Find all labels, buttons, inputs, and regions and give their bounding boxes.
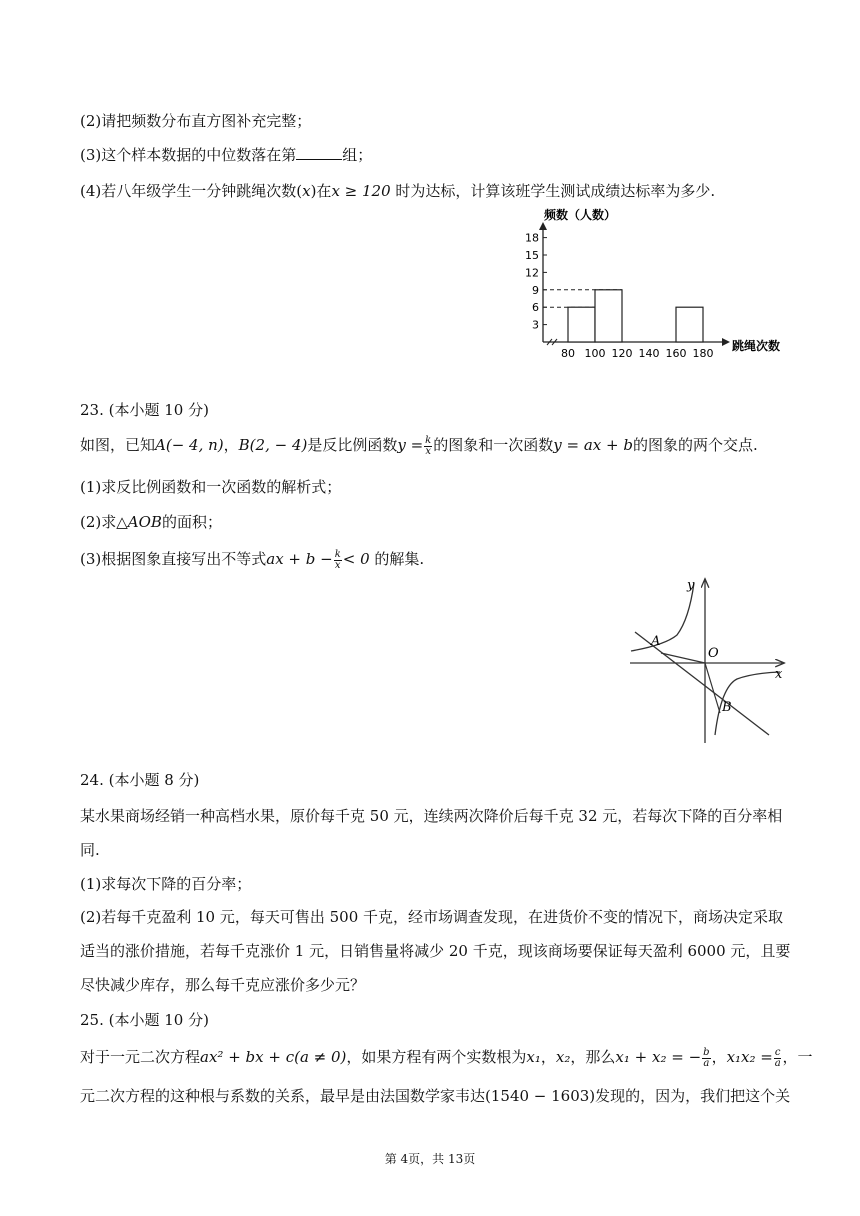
histogram-bar <box>676 307 703 342</box>
fraction-k-over-x <box>424 436 432 457</box>
x-tick-label: 140 <box>638 347 660 360</box>
sum-of-roots: x₁ + x₂ = − <box>615 1048 702 1066</box>
inequality-rhs: < 0 <box>342 550 370 568</box>
q23-part1: (1)求反比例函数和一次函数的解析式； <box>80 478 342 496</box>
x-tick-label: 80 <box>561 347 575 360</box>
q23-part3-tail: 的解集. <box>369 550 425 568</box>
separator: ， <box>540 1048 556 1066</box>
math-y-eq: y = <box>397 436 424 454</box>
product-of-roots: x₁x₂ = <box>726 1048 773 1066</box>
y-tick-label: 9 <box>532 283 539 297</box>
fraction-numerator: k <box>334 548 341 560</box>
q23-part3-text: (3)根据图象直接写出不等式 <box>80 550 267 568</box>
y-tick-label: 15 <box>525 249 539 262</box>
hyperbola-branch-upper-left <box>631 583 694 651</box>
fraction-numerator: b <box>703 1046 710 1058</box>
y-tick-label: 3 <box>532 318 539 332</box>
x-tick-label: 100 <box>584 347 606 360</box>
q23-part2-text: (2)求△ <box>80 513 128 531</box>
q23-intro-text3: 的图象和一次函数 <box>433 436 554 454</box>
q22-part4 <box>80 181 715 201</box>
label-O: O <box>708 646 719 661</box>
q23-part3 <box>80 549 424 571</box>
histogram-x-ticks <box>561 347 714 360</box>
q24-part1: (1)求每次下降的百分率； <box>80 875 252 893</box>
function-graph <box>625 575 795 745</box>
label-B: B <box>722 700 732 715</box>
fraction-denominator: x <box>334 559 341 571</box>
q23-intro-tail: 的图象的两个交点. <box>632 436 758 454</box>
point-B: B(2, − 4) <box>238 436 308 454</box>
histogram-y-ticks <box>525 232 547 332</box>
label-x: x <box>775 667 783 682</box>
x-tick-label: 160 <box>665 347 687 360</box>
fraction-numerator: c <box>774 1046 781 1058</box>
label-A: A <box>651 634 661 649</box>
fraction-b-over-a <box>702 1048 710 1069</box>
q24-heading: 24. (本小题 8 分) <box>80 771 200 789</box>
frequency-histogram <box>520 200 790 365</box>
q24-line1: 某水果商场经销一种高档水果，原价每千克 50 元，连续两次降价后每千克 32 元，若每次下降的百分率相 <box>80 807 783 825</box>
q23-part2 <box>80 512 222 532</box>
q25-line1-text: 对于一元二次方程 <box>80 1048 201 1066</box>
y-tick-label: 6 <box>532 301 539 315</box>
x-tick-label: 120 <box>611 347 633 360</box>
fraction-denominator: a <box>774 1057 781 1069</box>
q22-part3 <box>80 145 372 165</box>
q24-part2-line1: (2)若每千克盈利 10 元，每天可售出 500 千克，经市场调查发现，在进货价不变的情况下，商场决定采取 <box>80 908 784 926</box>
y-axis-arrow <box>539 222 547 230</box>
fraction-denominator: a <box>703 1057 710 1069</box>
q24-part2-line3: 尽快减少库存，那么每千克应涨价多少元？ <box>80 976 366 994</box>
q23-heading: 23. (本小题 10 分) <box>80 401 209 419</box>
segment-AO <box>661 653 705 663</box>
answer-blank <box>296 145 342 160</box>
page-footer: 第 4页，共 13页 <box>384 1152 476 1166</box>
q25-line1 <box>80 1047 813 1069</box>
inequality-expr: ax + b − <box>266 550 333 568</box>
histogram-ylabel: 频数（人数） <box>544 208 617 222</box>
y-tick-label: 12 <box>525 266 539 280</box>
linear-function: y = ax + b <box>553 436 633 454</box>
root-x2: x₂ <box>555 1048 571 1066</box>
fraction-c-over-a <box>774 1048 782 1069</box>
q22-part2: (2)请把频数分布直方图补充完整； <box>80 112 312 130</box>
x-tick-label: 180 <box>692 347 714 360</box>
separator: ， <box>711 1048 727 1066</box>
q22-part3-text: (3)这个样本数据的中位数落在第 <box>80 146 297 164</box>
q22-part4-tail: 时为达标，计算该班学生测试成绩达标率为多少. <box>390 182 716 200</box>
separator: ， <box>223 436 239 454</box>
q24-line2: 同. <box>80 841 100 859</box>
q25-line1-tail: ，一 <box>782 1048 813 1066</box>
quadratic-equation: ax² + bx + c(a ≠ 0) <box>200 1048 347 1066</box>
histogram-bars <box>568 290 703 342</box>
q22-part3-tail: 组； <box>342 146 373 164</box>
x-axis-arrow <box>722 338 730 346</box>
q23-part2-tail: 的面积； <box>161 513 222 531</box>
label-y: y <box>687 578 695 593</box>
math-condition: x ≥ 120 <box>331 182 391 200</box>
q25-line2: 元二次方程的这种根与系数的关系，最早是由法国数学家韦达(1540 − 1603)发现的，因为，我们把这个关 <box>80 1087 791 1105</box>
q23-intro-text: 如图，已知 <box>80 436 156 454</box>
root-x1: x₁ <box>526 1048 541 1066</box>
q23-intro-text2: 是反比例函数 <box>307 436 398 454</box>
point-A: A(− 4, n) <box>155 436 224 454</box>
q24-part2-line2: 适当的涨价措施，若每千克涨价 1 元，日销售量将减少 20 千克，现该商场要保证每天盈利 6000 元，且要 <box>80 942 791 960</box>
fraction-numerator: k <box>425 434 432 446</box>
math-var-x: x <box>302 182 311 200</box>
q25-line1-text2: ，如果方程有两个实数根为 <box>346 1048 527 1066</box>
q22-part4-text: (4)若八年级学生一分钟跳绳次数( <box>80 182 303 200</box>
fraction-k-over-x-2 <box>334 550 342 571</box>
y-tick-label: 18 <box>525 231 539 245</box>
fraction-denominator: x <box>425 445 432 457</box>
histogram-xlabel: 跳绳次数 <box>732 339 781 353</box>
q23-intro <box>80 435 758 457</box>
histogram-bar <box>568 307 595 342</box>
q22-part4-text2: )在 <box>310 182 332 200</box>
triangle-AOB: AOB <box>127 513 162 531</box>
histogram-bar <box>595 290 622 342</box>
q25-heading: 25. (本小题 10 分) <box>80 1011 209 1029</box>
q25-line1-text3: ，那么 <box>570 1048 616 1066</box>
